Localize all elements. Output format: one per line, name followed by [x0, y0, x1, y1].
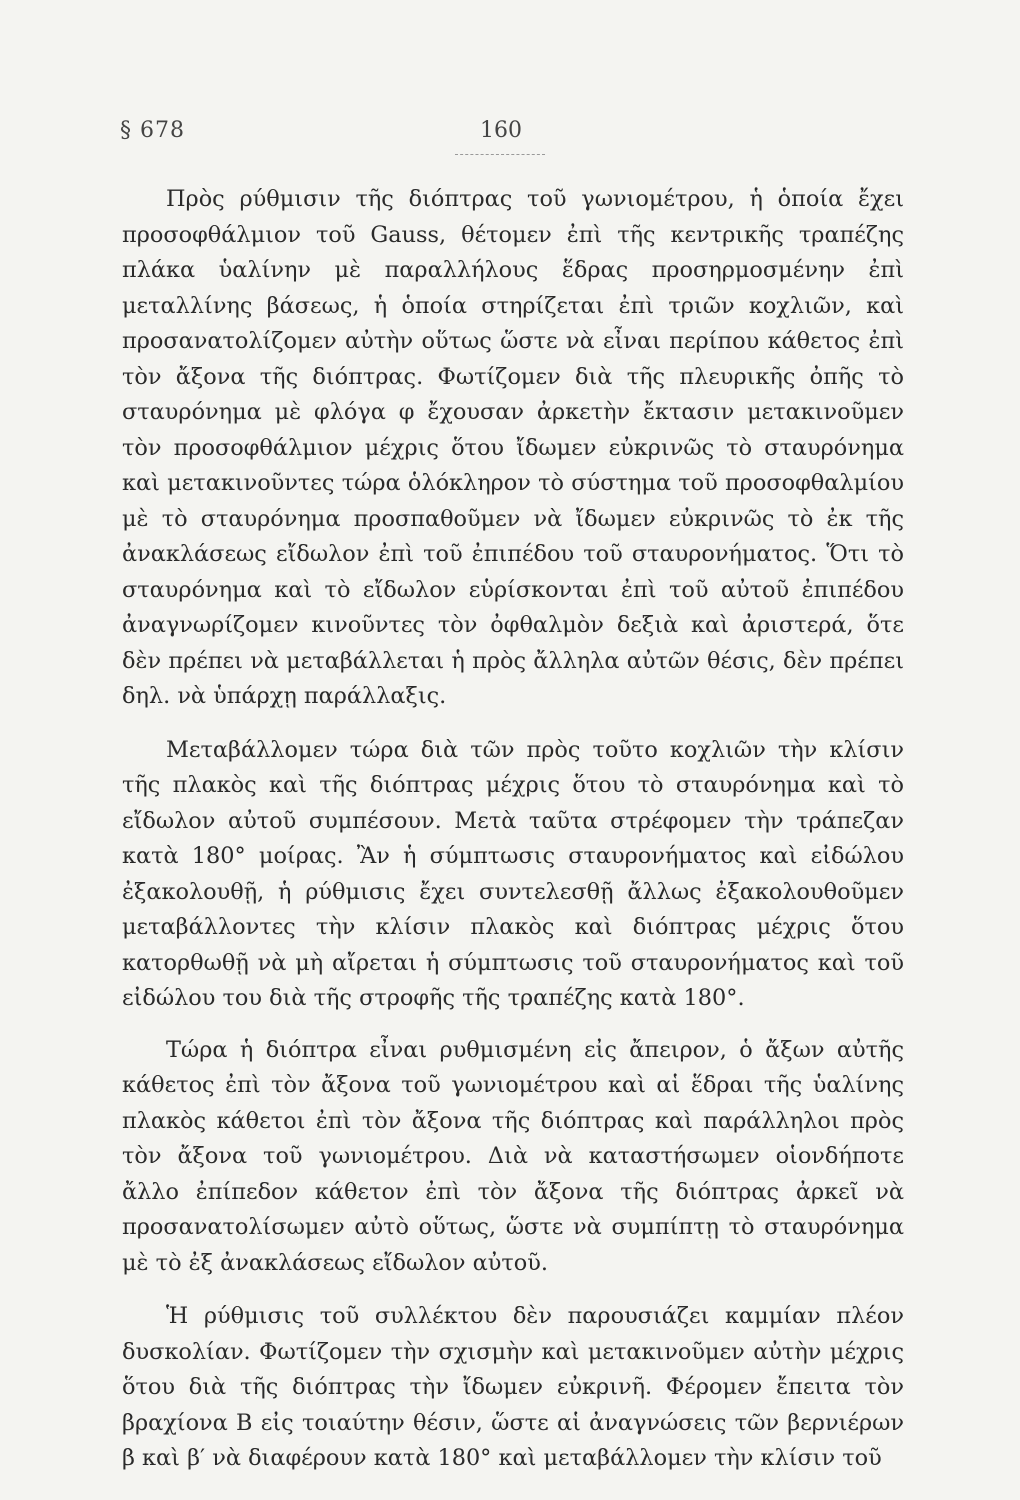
paragraph: Ἡ ρύθμισις τοῦ συλλέκτου δὲν παρουσιάζει καμμίαν πλέον δυσκολίαν. Φωτίζομεν τὴν σχισμὴν καὶ μετακινοῦμεν αὐτὴν μέχρις ὅτου διὰ τῆς διόπτρας τὴν ἴδωμεν εὐκρινῆ. Φέρομεν ἔπειτα τὸν βραχίονα Β εἰς τοιαύτην θέσιν, ὥστε αἱ ἀναγνώσεις τῶν βερνιέρων β καὶ β′ νὰ διαφέρουν κατὰ 180° καὶ μεταβάλλομεν τὴν κλίσιν τοῦ	[122, 1303, 904, 1471]
paragraph: Μεταβάλλομεν τώρα διὰ τῶν πρὸς τοῦτο κοχλιῶν τὴν κλίσιν τῆς πλακὸς καὶ τῆς διόπτρας μέχρις ὅτου τὸ σταυρόνημα καὶ τὸ εἴδωλον αὐτοῦ συμπέσουν. Μετὰ ταῦτα στρέφομεν τὴν τράπεζαν κατὰ 180° μοίρας. Ἂν ἡ σύμπτωσις σταυρονήματος καὶ εἰδώλου ἐξακολουθῇ, ἡ ρύθμισις ἔχει συντελεσθῇ ἄλλως ἐξακολουθοῦμεν μεταβάλλοντες τὴν κλίσιν πλακὸς καὶ διόπτρας μέχρις ὅτου κατορθωθῇ νὰ μὴ αἴρεται ἡ σύμπτωσις τοῦ σταυρονήματος καὶ τοῦ εἰδώλου του διὰ τῆς στροφῆς τῆς τραπέζης κατὰ 180°.	[122, 736, 904, 1011]
body-text	[122, 182, 904, 1495]
paragraph: Τώρα ἡ διόπτρα εἶναι ρυθμισμένη εἰς ἄπειρον, ὁ ἄξων αὐτῆς κάθετος ἐπὶ τὸν ἄξονα τοῦ γωνιομέτρου καὶ αἱ ἕδραι τῆς ὑαλίνης πλακὸς κάθετοι ἐπὶ τὸν ἄξονα τῆς διόπτρας καὶ παράλληλοι πρὸς τὸν ἄξονα τοῦ γωνιομέτρου. Διὰ νὰ καταστήσωμεν οἱονδήποτε ἄλλο ἐπίπεδον κάθετον ἐπὶ τὸν ἄξονα τῆς διόπτρας ἀρκεῖ νὰ προσανατολίσωμεν αὐτὸ οὕτως, ὥστε νὰ συμπίπτῃ τὸ σταυρόνημα μὲ τὸ ἐξ ἀνακλάσεως εἴδωλον αὐτοῦ.	[122, 1036, 904, 1276]
page-number: 160	[480, 118, 522, 143]
header-rule	[455, 154, 545, 155]
paragraph: Πρὸς ρύθμισιν τῆς διόπτρας τοῦ γωνιομέτρου, ἡ ὁποία ἔχει προσοφθάλμιον τοῦ Gauss, θέτομεν ἐπὶ τῆς κεντρικῆς τραπέζης πλάκα ὑαλίνην μὲ παραλλήλους ἕδρας προσηρμοσμένην ἐπὶ μεταλλίνης βάσεως, ἡ ὁποία στηρίζεται ἐπὶ τριῶν κοχλιῶν, καὶ προσανατολίζομεν αὐτὴν οὕτως ὥστε νὰ εἶναι περίπου κάθετος ἐπὶ τὸν ἄξονα τῆς διόπτρας. Φωτίζομεν διὰ τῆς πλευρικῆς ὀπῆς τὸ σταυρόνημα μὲ φλόγα φ ἔχουσαν ἀρκετὴν ἔκτασιν μετακινοῦμεν τὸν προσοφθάλμιον μέχρις ὅτου ἴδωμεν εὐκρινῶς τὸ σταυρόνημα καὶ μετακινοῦντες τώρα ὁλόκληρον τὸ σύστημα τοῦ προσοφθαλμίου μὲ τὸ σταυρόνημα προσπαθοῦμεν νὰ ἴδωμεν εὐκρινῶς τὸ ἐκ τῆς ἀνακλάσεως εἴδωλον ἐπὶ τοῦ ἐπιπέδου τοῦ σταυρονήματος. Ὅτι τὸ σταυρόνημα καὶ τὸ εἴδωλον εὑρίσκονται ἐπὶ τοῦ αὐτοῦ ἐπιπέδου ἀναγνωρίζομεν κινοῦντες τὸν ὀφθαλμὸν δεξιὰ καὶ ἀριστερά, ὅτε δὲν πρέπει νὰ μεταβάλλεται ἡ πρὸς ἄλληλα αὐτῶν θέσις, δὲν πρέπει δηλ. νὰ ὑπάρχῃ παράλλαξις.	[122, 186, 904, 709]
page-header	[120, 118, 900, 158]
section-number: § 678	[120, 118, 185, 143]
